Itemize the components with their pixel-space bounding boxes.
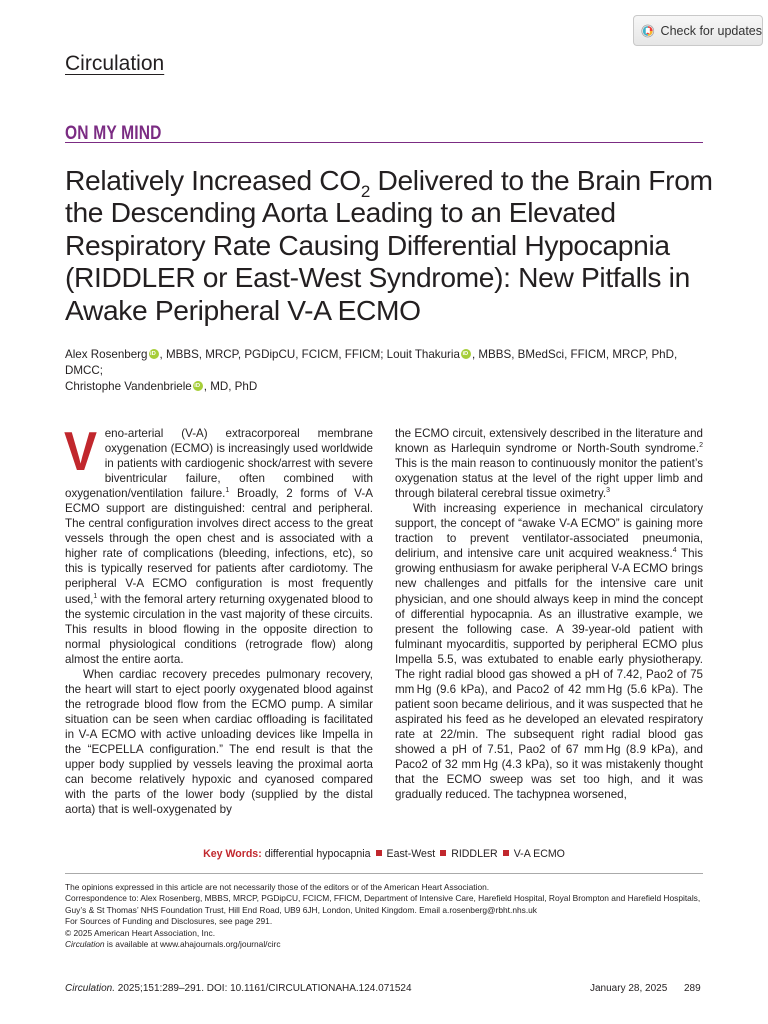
orcid-icon[interactable] bbox=[461, 349, 471, 359]
body-paragraph bbox=[395, 426, 703, 501]
title-part-1: Relatively Increased CO bbox=[65, 164, 361, 196]
keyword-item[interactable]: East-West bbox=[386, 848, 436, 860]
author-credentials: , MBBS, MRCP, PGDipCU, FCICM, FFICM; bbox=[159, 348, 387, 361]
drop-cap: V bbox=[64, 420, 98, 482]
body-text: With increasing experience in mechanical circulatory support, the concept of “awake V-A ECMO” is gaining more traction to prevent ventilator-associated pneumonia, delirium, and intensive care unit acquired weakness. bbox=[395, 502, 703, 561]
orcid-icon[interactable] bbox=[149, 349, 159, 359]
reference-link[interactable]: 4 bbox=[672, 547, 677, 555]
availability-journal: Circulation bbox=[65, 939, 105, 950]
keyword-separator-icon bbox=[440, 850, 446, 856]
footer-date: January 28, 2025 bbox=[590, 983, 668, 994]
body-text: with the femoral artery returning oxygenated blood to the systemic circulation in the vast majority of these circuits. This results in blood flowing in the opposite direction to normal physiological conditions (retrograde flow) along almost the entire aorta. bbox=[65, 592, 373, 666]
reference-link[interactable]: 1 bbox=[225, 487, 230, 495]
orcid-icon[interactable] bbox=[193, 381, 203, 391]
title-part-2: Delivered to the Brain From the Descending Aorta Leading to an Elevated Respiratory Rate Causing Differential Hypocapnia (RIDDLER or East-West Syndrome): New Pitfalls in Awake Peripheral V-A ECMO bbox=[65, 164, 713, 326]
body-paragraph bbox=[64, 420, 373, 667]
section-label: ON MY MIND bbox=[65, 123, 162, 144]
availability-text[interactable]: is available at www.ahajournals.org/journal/circ bbox=[104, 939, 281, 950]
author-list bbox=[65, 347, 715, 395]
author-name[interactable]: Christophe Vandenbriele bbox=[65, 380, 192, 393]
body-text: Broadly, 2 forms of V-A ECMO support are distinguished: central and peripheral. The central configuration involves direct access to the great vessels through the open chest and is associated with a higher rate of complications (bleeding, infections, etc), so this is typically reserved for patients after cardiotomy. The peripheral V-A ECMO configuration is most frequently used, bbox=[65, 487, 373, 606]
footnote-copyright: © 2025 American Heart Association, Inc. bbox=[65, 927, 216, 938]
reference-link[interactable]: 3 bbox=[606, 487, 611, 495]
body-paragraph: When cardiac recovery precedes pulmonary recovery, the heart will start to eject poorly oxygenated blood against the retrograde blood flow from the ECMO pump. A similar situation can be seen when cardiac offloading is facilitated in V-A ECMO with active unloading devices like Impella in the “ECPELLA configuration.” The end result is that the upper body supplied by vessels leaving the proximal aorta can become relatively hypoxic and cyanosed compared with the parts of the lower body (supplied by the distal aorta) that is well-oxygenated by bbox=[65, 667, 373, 817]
title-subscript: 2 bbox=[360, 182, 370, 201]
reference-link[interactable]: 1 bbox=[93, 592, 98, 600]
body-paragraph bbox=[395, 501, 703, 802]
footer-journal: Circulation. bbox=[65, 983, 116, 994]
article-title bbox=[65, 164, 715, 326]
keyword-item[interactable]: differential hypocapnia bbox=[264, 848, 371, 860]
keywords-label: Key Words: bbox=[203, 848, 262, 860]
author-credentials: , MD, PhD bbox=[203, 380, 258, 393]
footnote-funding: For Sources of Funding and Disclosures, see page 291. bbox=[65, 916, 273, 927]
footer-citation bbox=[65, 983, 412, 994]
reference-link[interactable]: 2 bbox=[699, 442, 703, 450]
body-text: eno-arterial (V-A) extracorporeal membrane oxygenation (ECMO) is increasingly used worldwide in patients with cardiogenic shock/arrest with severe biventricular failure, often combined with oxygenation/ventilation failure. bbox=[65, 427, 373, 501]
section-divider bbox=[65, 142, 703, 143]
footnote-correspondence: Correspondence to: Alex Rosenberg, MBBS, MRCP, PGDipCU, FCICM, FFICM, Department of Intensive Care, Harefield Hospital, Royal Brompton and Harefield Hospitals, Guy’s & St Thomas’ NHS Foundation Trust, Hill End Road, UB9 6JH, London, United Kingdom. Email a.rosenberg@rbht.nhs.uk bbox=[65, 893, 701, 915]
footnotes bbox=[65, 882, 705, 950]
check-for-updates-label: Check for updates bbox=[660, 23, 762, 38]
keyword-separator-icon bbox=[376, 850, 382, 856]
journal-name[interactable]: Circulation bbox=[65, 52, 165, 75]
keyword-separator-icon bbox=[503, 850, 509, 856]
body-text: the ECMO circuit, extensively described in the literature and known as Harlequin syndrome or North-South syndrome. bbox=[395, 427, 703, 456]
body-text: This growing enthusiasm for awake peripheral V-A ECMO brings new challenges and pitfalls for the intensive care unit physician, and one should always keep in mind the concept of differential hypocapnia. As an illustrative example, we present the following case. A 39-year-old patient with fulminant myocarditis, supported by peripheral ECMO plus Impella 5.5, was extubated to enable early physiotherapy. The right radial blood gas showed a pH of 7.42, Pao2 of 75 mm Hg (9.6 kPa), and Paco2 of 42 mm Hg (5.6 kPa). The patient soon became delirious, and it was suspected that he aspirated his feed as he developed an elevated respiratory rate at 22/min. The subsequent right radial blood gas showed a pH of 7.51, Pao2 of 67 mm Hg (8.9 kPa), and Paco2 of 32 mm Hg (4.3 kPa), so it was mistakenly thought that the ECMO sweep was set too high, and it was gradually reduced. The tachypnea worsened, bbox=[395, 547, 703, 802]
body-column-left bbox=[64, 420, 373, 817]
keyword-item[interactable]: V-A ECMO bbox=[513, 848, 565, 860]
body-text: This is the main reason to continuously monitor the patient’s oxygenation status at the level of the right upper limb and through bilateral cerebral tissue oximetry. bbox=[395, 457, 703, 501]
footer-citation-text[interactable]: 2025;151:289–291. DOI: 10.1161/CIRCULATIONAHA.124.071524 bbox=[115, 983, 412, 994]
author-name[interactable]: Louit Thakuria bbox=[386, 348, 460, 361]
check-for-updates-button[interactable] bbox=[633, 15, 763, 46]
footnote-availability bbox=[65, 939, 705, 950]
author-name[interactable]: Alex Rosenberg bbox=[65, 348, 148, 361]
body-column-right bbox=[395, 426, 703, 802]
page-number: 289 bbox=[684, 983, 701, 994]
crossmark-icon bbox=[641, 22, 655, 40]
author-credentials: , MBBS, BMedSci, FFICM, MRCP, PhD, DMCC; bbox=[65, 348, 678, 377]
keyword-item[interactable]: RIDDLER bbox=[451, 848, 498, 860]
footnote-disclaimer: The opinions expressed in this article are not necessarily those of the editors or of the American Heart Association. bbox=[65, 882, 490, 892]
keywords-line bbox=[0, 848, 768, 860]
footnote-divider bbox=[65, 873, 703, 874]
